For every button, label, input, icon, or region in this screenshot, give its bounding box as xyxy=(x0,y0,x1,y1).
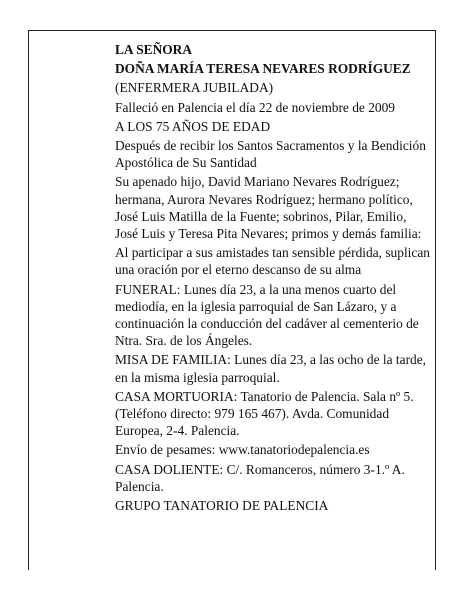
obituary-text xyxy=(115,41,431,516)
group: GRUPO TANATORIO DE PALENCIA xyxy=(115,498,329,514)
title-line-2: DOÑA MARÍA TERESA NEVARES RODRÍGUEZ xyxy=(115,61,411,77)
occupation: (ENFERMERA JUBILADA) xyxy=(115,80,274,96)
condolences: Envío de pesames: www.tanatoriodepalencia.es xyxy=(115,442,370,458)
funeral: FUNERAL: Lunes día 23, a la una menos cuarto del mediodía, en la iglesia parroquial de San Lázaro, y a continuación la conducción del cadáver al cementerio de Ntra. Sra. de los Ángeles. xyxy=(115,281,419,349)
mourning-house: CASA DOLIENTE: C/. Romanceros, número 3-1.º A. Palencia. xyxy=(115,461,405,494)
family-mass: MISA DE FAMILIA: Lunes día 23, a las ocho de la tarde, en la misma iglesia parroquial. xyxy=(115,352,427,385)
family: Su apenado hijo, David Mariano Nevares Rodríguez; hermana, Aurora Nevares Rodríguez; hermano político, José Luis Matilla de la Fuente; sobrinos, Pilar, Emilio, José Luis y Teresa Pita Nevares; primos y demás familia: xyxy=(115,174,422,242)
age: A LOS 75 AÑOS DE EDAD xyxy=(115,118,271,134)
mortuary: CASA MORTUORIA: Tanatorio de Palencia. Sala nº 5. (Teléfono directo: 979 165 467). Avda. Comunidad Europea, 2-4. Palencia. xyxy=(115,388,414,439)
sacraments: Después de recibir los Santos Sacramentos y la Bendición Apostólica de Su Santidad xyxy=(115,138,426,171)
title-line-1: LA SEÑORA xyxy=(115,42,193,57)
death-date: Falleció en Palencia el día 22 de noviembre de 2009 xyxy=(115,99,395,115)
request: Al participar a sus amistades tan sensible pérdida, suplican una oración por el eterno descanso de su alma xyxy=(115,245,430,278)
obituary-frame xyxy=(28,30,436,570)
